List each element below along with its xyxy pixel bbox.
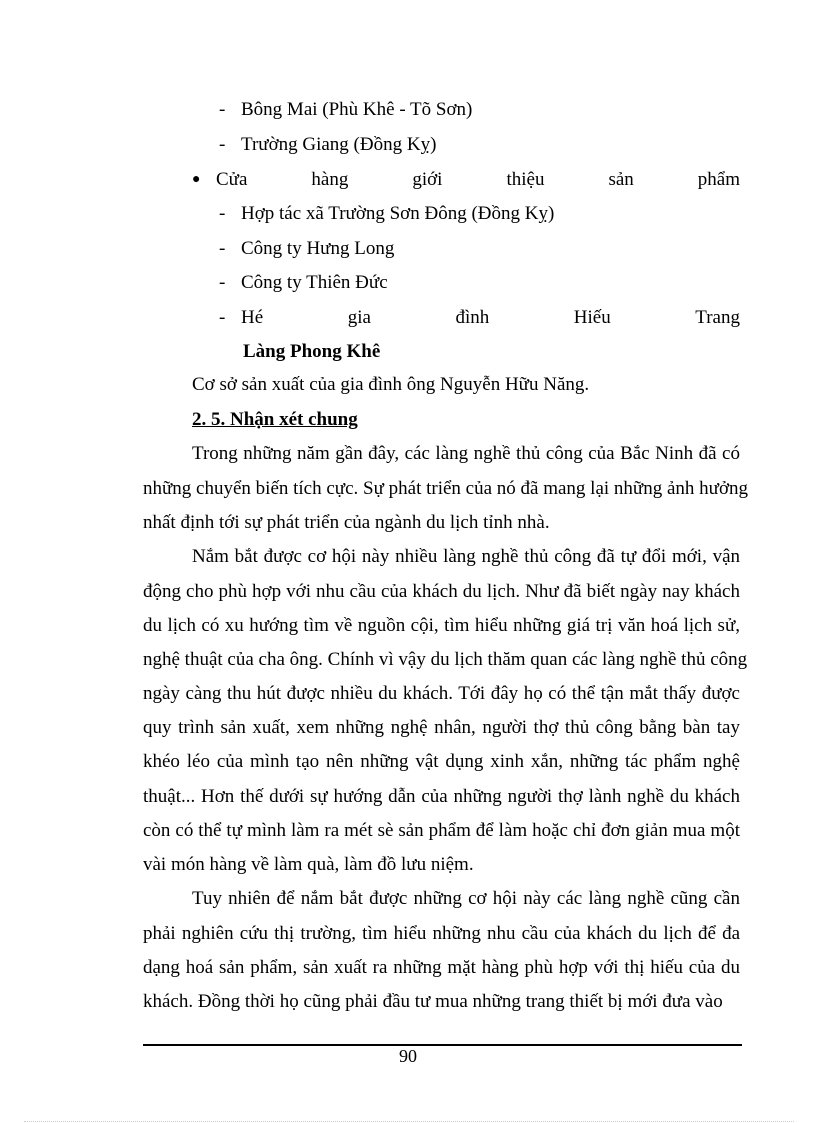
dash-marker: - — [219, 134, 226, 155]
paragraph-line: ngày càng thu hút được nhiều du khách. Tới đây họ có thể tận mắt thấy được — [143, 683, 740, 704]
section-heading: 2. 5. Nhận xét chung — [192, 409, 358, 430]
dash-marker: - — [219, 307, 226, 328]
list-item: Công ty Thiên Đức — [241, 272, 388, 293]
list-item: Hé gia đình Hiếu Trang — [241, 307, 740, 328]
dash-marker: - — [219, 238, 226, 259]
paragraph-line: nhất định tới sự phát triển của ngành du lịch tỉnh nhà. — [143, 512, 550, 533]
list-item: Trường Giang (Đồng Kỵ) — [241, 134, 437, 155]
village-title: Làng Phong Khê — [243, 341, 381, 362]
paragraph-line: dạng hoá sản phẩm, sản xuất ra những mặt hàng phù hợp với thị hiếu của du — [143, 957, 740, 978]
paragraph-line: khéo léo của mình tạo nên những vật dụng xinh xắn, những tác phẩm nghệ — [143, 751, 740, 772]
list-item: Công ty Hưng Long — [241, 238, 395, 259]
paragraph-line: Trong những năm gần đây, các làng nghề thủ công của Bắc Ninh đã có — [192, 443, 740, 464]
paragraph-line: Tuy nhiên để nắm bắt được những cơ hội này các làng nghề cũng cần — [192, 888, 740, 909]
list-item: Bông Mai (Phù Khê - Tõ Sơn) — [241, 99, 473, 120]
bullet-heading: Cửa hàng giới thiệu sản phẩm — [216, 169, 740, 190]
paragraph-line: thuật... Hơn thế dưới sự hướng dẫn của những người thợ lành nghề du khách — [143, 786, 740, 807]
dash-marker: - — [219, 99, 226, 120]
dash-marker: - — [219, 203, 226, 224]
paragraph-line: phải nghiên cứu thị trường, tìm hiểu những nhu cầu của khách du lịch để đa — [143, 923, 740, 944]
paragraph-line: còn có thể tự mình làm ra mét sè sản phẩm để làm hoặc chỉ đơn giản mua một — [143, 820, 740, 841]
village-text: Cơ sở sản xuất của gia đình ông Nguyễn Hữu Năng. — [192, 374, 590, 395]
page-number: 90 — [399, 1046, 417, 1066]
list-item: Hợp tác xã Trường Sơn Đông (Đồng Kỵ) — [241, 203, 555, 224]
dash-marker: - — [219, 272, 226, 293]
paragraph-line: nghệ thuật của cha ông. Chính vì vậy du lịch thăm quan các làng nghề thủ công — [143, 649, 748, 670]
paragraph-line: du lịch có xu hướng tìm về nguồn cội, tìm hiểu những giá trị văn hoá lịch sử, — [143, 615, 740, 636]
page-bottom-border — [24, 1121, 794, 1122]
paragraph-line: quy trình sản xuất, xem những nghệ nhân, người thợ thủ công bằng bàn tay — [143, 717, 740, 738]
paragraph-line: vài món hàng về làm quà, làm đồ lưu niệm. — [143, 854, 474, 875]
paragraph-line: động cho phù hợp với nhu cầu của khách du lịch. Như đã biết ngày nay khách — [143, 581, 740, 602]
paragraph-line: khách. Đồng thời họ cũng phải đầu tư mua những trang thiết bị mới đưa vào — [143, 991, 723, 1012]
paragraph-line: những chuyển biến tích cực. Sự phát triển của nó đã mang lại những ảnh hưởng — [143, 478, 749, 499]
bullet-icon: ● — [192, 172, 201, 187]
paragraph-line: Nắm bắt được cơ hội này nhiều làng nghề thủ công đã tự đổi mới, vận — [192, 546, 740, 567]
